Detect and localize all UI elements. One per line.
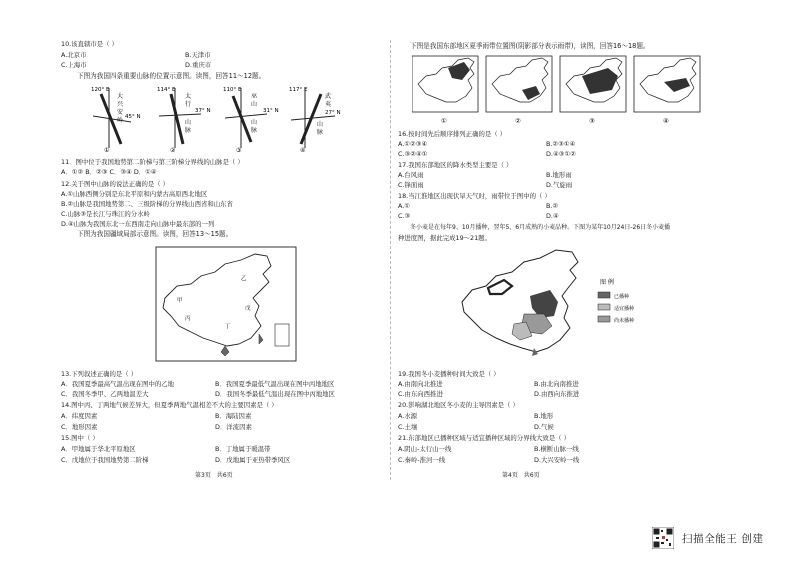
q21-option-c: C.秦岭-淮河一线 [398, 456, 446, 464]
map-label-wu: 戊 [245, 306, 251, 312]
q16-option-c: C.③②④① [398, 150, 428, 158]
scanner-watermark [652, 527, 792, 551]
legend-label-sown: 已播种 [614, 294, 630, 300]
china-territory-map [155, 246, 297, 362]
page-divider [390, 40, 391, 480]
q13-option-c: C．我国冬季甲、乙两地温差大 [61, 390, 149, 398]
rain-belt-maps [412, 54, 702, 126]
q14-option-d: D．洋流因素 [215, 423, 252, 431]
mtn1-char4: 岭 [117, 117, 124, 124]
legend-label-suitable: 适宜播种 [614, 306, 635, 312]
legend-swatch-suitable [598, 304, 610, 310]
scanner-label: 扫描全能王 创建 [682, 533, 764, 545]
legend-swatch-unsown [598, 316, 610, 322]
mtn4-char1: 武 [325, 93, 332, 100]
q13-option-a: A．我国夏季最高气温出现在图中的乙地 [61, 380, 175, 388]
figure-intro-rainbelt: 下图是我国东部地区夏季雨带位置图(阴影部分表示雨带)，读图，回答16～18题。 [410, 42, 650, 50]
mtn3-char1: 巫 [251, 93, 258, 100]
q16-stem: 16.按时间先后顺序排列正确的是（ ） [398, 130, 507, 138]
q13-option-d: D．我国冬季最低气温出现在图中丙地地区 [215, 390, 335, 398]
q18-option-a: A.① [398, 202, 411, 210]
right-page-footer: 第4页 共6页 [502, 472, 540, 479]
q12-option-a: A.①山脉西侧分别是东北平原和内蒙古高原西北地区 [61, 190, 208, 198]
mtn4-char3: 山 [317, 121, 324, 128]
q17-option-d: D.气旋雨 [546, 181, 573, 189]
map-label-ding: 丁 [225, 324, 231, 330]
q14-option-a: A．纬度因素 [61, 412, 98, 420]
q14-stem: 14.图中丙、丁两地气候差异大，但夏季两地气温相差不大的主要因素是（ ） [61, 401, 278, 409]
q19-stem: 19.我国冬小麦播种时间大致是（ ） [398, 370, 500, 378]
lon-label-4: 117° E [289, 87, 308, 93]
q10-option-d: D.重庆市 [185, 61, 212, 69]
lat-label-4: 27° N [325, 110, 341, 116]
q15-option-c: C．戊地位于我国地势第二阶梯 [61, 456, 149, 464]
q18-option-c: C.③ [398, 212, 411, 220]
mtn3-char4: 脉 [251, 127, 258, 134]
q20-option-d: D.气候 [534, 423, 554, 431]
q18-stem: 18.当江淮地区出现伏旱天气时，雨带位于图中的（ ） [398, 192, 551, 200]
q18-option-d: D.④ [546, 212, 559, 220]
lat-label-2: 37° N [195, 108, 211, 114]
mountain-panel-1 [91, 87, 141, 152]
lon-label-3: 110° E [223, 87, 242, 93]
mtn3-char3: 山 [251, 119, 258, 126]
map-label-bing: 丙 [185, 316, 191, 322]
q16-option-d: D.④③①② [546, 150, 576, 158]
legend-swatch-sown [598, 292, 610, 298]
q20-option-c: C.土壤 [398, 423, 418, 431]
mtn1-char3: 安 [117, 109, 124, 116]
mtn1-char1: 大 [117, 93, 124, 100]
rain-map-2-number: ② [515, 117, 521, 125]
mountain-panel-3 [223, 87, 279, 152]
lat-label-1: 45° N [125, 114, 141, 120]
mtn-num-3: ③ [236, 147, 242, 152]
map-label-jia: 甲 [177, 298, 183, 304]
figure-intro-mountains: 下图为我国四条重要山脉的位置示意图。读图，回答11～12题。 [77, 72, 266, 80]
q21-option-b: B.横断山脉一线 [534, 445, 579, 453]
q17-option-b: B.地形雨 [546, 171, 572, 179]
mtn2-char2: 行 [185, 101, 192, 108]
qr-code-icon [652, 527, 674, 549]
legend-title: 图 例 [600, 279, 614, 286]
mountain-panel-2 [157, 87, 211, 152]
q17-option-c: C.锋面雨 [398, 181, 424, 189]
mtn1-char2: 兴 [117, 101, 124, 108]
q20-option-b: B.地形 [534, 412, 554, 420]
q11-stem: 11．图中位于我国地势第二阶梯与第三阶梯分界线的山脉是（ ） [61, 158, 244, 166]
q17-stem: 17.我国东部地区的降水类型主要是（ ） [398, 161, 513, 169]
rain-map-1 [412, 56, 478, 125]
rain-map-3-number: ③ [589, 117, 595, 125]
mtn3-char2: 山 [251, 101, 258, 108]
map-label-yi: 乙 [241, 276, 247, 282]
q14-option-c: C．地形因素 [61, 423, 98, 431]
q12-option-c: C.山脉③是长江与珠江的分水岭 [61, 210, 150, 218]
rain-map-4 [634, 56, 700, 125]
figure-intro-territory: 下图为我国疆域局部示意图。读图，回答13～15题。 [77, 230, 233, 238]
winter-wheat-sowing-map [454, 244, 654, 360]
q15-option-d: D．戊地属于亚热带季风区 [215, 456, 291, 464]
q12-option-b: B.②山脉是我国地势第二、三级阶梯的分界线山西省和山东省 [61, 200, 233, 208]
q11-options: A．①② B．②③ C．③④ D．①④ [61, 168, 157, 176]
q21-stem: 21.东部地区已播种区域与适宜播种区域的分界线大致是（ ） [398, 434, 570, 442]
lon-label-2: 114° E [157, 87, 176, 93]
mtn2-char3: 山 [185, 119, 192, 126]
q14-option-b: B．海陆因素 [215, 412, 252, 420]
q19-option-c: C.由东向西推进 [398, 390, 443, 398]
q21-option-d: D.大兴安岭一线 [534, 456, 580, 464]
mtn2-char1: 太 [185, 93, 192, 100]
q10-option-b: B.天津市 [185, 51, 211, 59]
q17-option-a: A.台风雨 [398, 171, 424, 179]
mountain-panel-4 [289, 87, 341, 152]
rain-map-3 [560, 56, 626, 125]
lon-label-1: 120° E [91, 87, 110, 93]
q19-option-d: D.由西向东推进 [534, 390, 580, 398]
rain-map-2 [486, 56, 552, 125]
q10-option-c: C.上海市 [61, 61, 87, 69]
q15-option-b: B．丁地属于暖温带 [215, 445, 271, 453]
q13-stem: 13.下列叙述正确的是（ ） [61, 370, 138, 378]
left-page-footer: 第3页 共6页 [195, 472, 233, 479]
mtn-num-4: ④ [300, 147, 306, 152]
q19-option-b: B.由北向南推进 [534, 380, 579, 388]
q19-option-a: A.由南向北推进 [398, 380, 443, 388]
wheat-intro-line2: 种进度图，据此完成19～21题。 [398, 234, 491, 242]
q21-option-a: A.阴山-太行山一线 [398, 445, 452, 453]
q20-stem: 20.影响湖北地区冬小麦的主导因素是（ ） [398, 401, 519, 409]
right-page [398, 30, 730, 488]
lat-label-3: 31° N [263, 108, 279, 114]
rain-map-1-number: ① [441, 117, 447, 125]
q16-option-b: B.②③①④ [546, 140, 576, 148]
rain-map-4-number: ④ [663, 117, 669, 125]
q12-option-d: D.④山脉为我国东北一东西南走向山脉中最东部的一列 [61, 220, 215, 228]
mtn4-char2: 夷 [325, 101, 332, 108]
legend-label-unsown: 尚未播种 [614, 318, 635, 324]
q16-option-a: A.①②③④ [398, 140, 428, 148]
mtn4-char4: 脉 [317, 129, 324, 136]
mtn-num-1: ① [104, 147, 110, 152]
q12-stem: 12.关于图中山脉的说法正确的是（ ） [61, 180, 170, 188]
wheat-intro-line1: 冬小麦是在每年9、10月播种，翌年5、6月成熟的小麦品种。下图为某年10月24日-26日冬小麦播 [410, 224, 671, 231]
q10-stem: 10.该直辖市是（ ） [61, 40, 118, 48]
mtn-num-2: ② [170, 147, 176, 152]
q15-stem: 15.图中（ ） [61, 434, 99, 442]
q13-option-b: B．我国夏季最低气温出现在图中丙地地区 [215, 380, 335, 388]
q15-option-a: A．甲地属于华北平原地区 [61, 445, 136, 453]
mountain-position-figure [91, 84, 341, 152]
q10-option-a: A.北京市 [61, 51, 87, 59]
mtn2-char4: 脉 [185, 127, 192, 134]
q20-option-a: A.水源 [398, 412, 418, 420]
left-page [55, 30, 383, 488]
q18-option-b: B.② [546, 202, 559, 210]
